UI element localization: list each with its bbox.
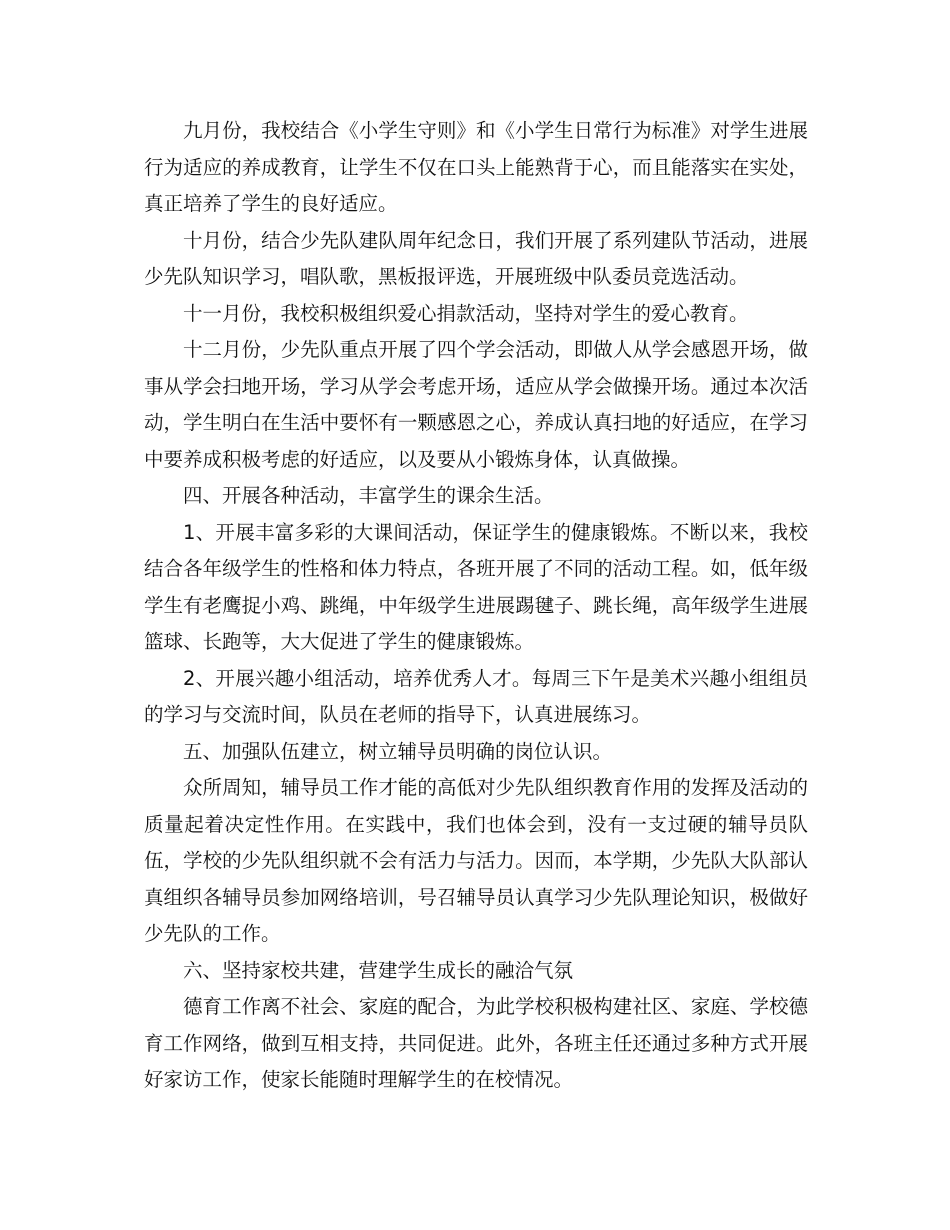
paragraph-item-1: 1、开展丰富多彩的大课间活动，保证学生的健康锻炼。不断以来，我校结合各年级学生的性格和体力特点，各班开展了不同的活动工程。如，低年级学生有老鹰捉小鸡、跳绳，中年级学生进展踢毽子、跳长绳，高年级学生进展篮球、长跑等，大大促进了学生的健康锻炼。 [144,520,808,653]
paragraph-item-2: 2、开展兴趣小组活动，培养优秀人才。每周三下午是美术兴趣小组组员的学习与交流时间，队员在老师的指导下，认真进展练习。 [144,666,808,726]
paragraph-october: 十月份，结合少先队建队周年纪念日，我们开展了系列建队节活动，进展少先队知识学习，唱队歌，黑板报评选，开展班级中队委员竞选活动。 [144,228,808,288]
paragraph-september: 九月份，我校结合《小学生守则》和《小学生日常行为标准》对学生进展行为适应的养成教育，让学生不仅在口头上能熟背于心，而且能落实在实处，真正培养了学生的良好适应。 [144,119,808,215]
paragraph-home-school: 德育工作离不社会、家庭的配合，为此学校积极构建社区、家庭、学校德育工作网络，做到互相支持，共同促进。此外，各班主任还通过多种方式开展好家访工作，使家长能随时理解学生的在校情况。 [144,995,808,1091]
paragraph-november: 十一月份，我校积极组织爱心捐款活动，坚持对学生的爱心教育。 [183,301,749,325]
section-heading-5: 五、加强队伍建立，树立辅导员明确的岗位认识。 [183,739,613,763]
section-heading-4: 四、开展各种活动，丰富学生的课余生活。 [183,484,554,507]
document-body [144,113,808,1099]
paragraph-december: 十二月份，少先队重点开展了四个学会活动，即做人从学会感恩开场，做事从学会扫地开场，学习从学会考虑开场，适应从学会做操开场。通过本次活动，学生明白在生活中要怀有一颗感恩之心，养成认真扫地的好适应，在学习中要养成积极考虑的好适应，以及要从小锻炼身体，认真做操。 [144,338,808,471]
section-heading-6: 六、坚持家校共建，营建学生成长的融洽气氛 [183,958,574,982]
paragraph-counselors: 众所周知，辅导员工作才能的高低对少先队组织教育作用的发挥及活动的质量起着决定性作用。在实践中，我们也体会到，没有一支过硬的辅导员队伍，学校的少先队组织就不会有活力与活力。因而，本学期，少先队大队部认真组织各辅导员参加网络培训，号召辅导员认真学习少先队理论知识，极做好少先队的工作。 [144,776,808,945]
